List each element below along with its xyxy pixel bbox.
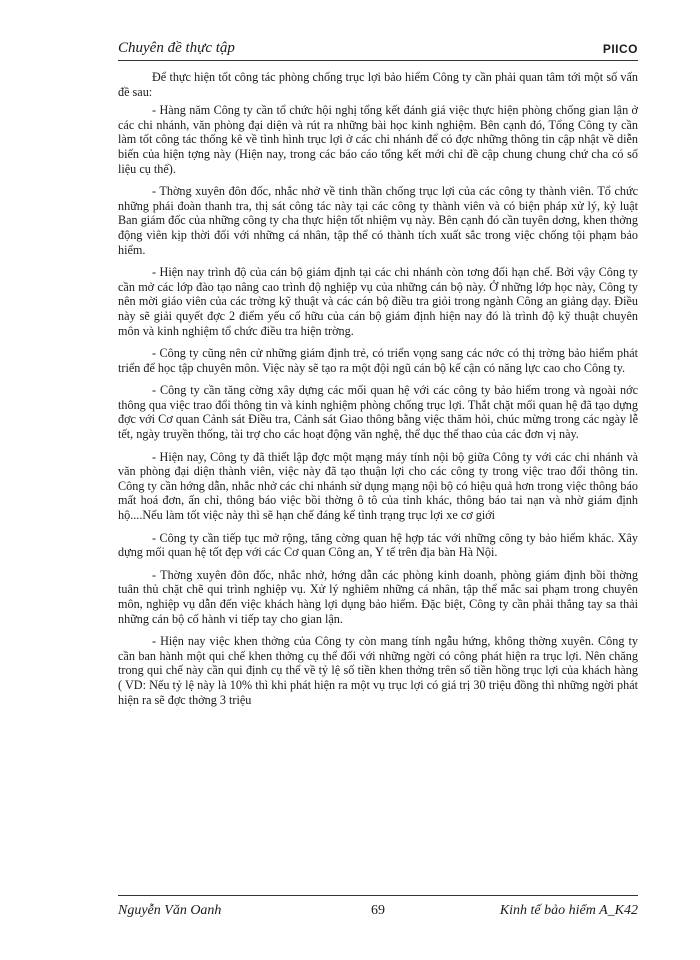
paragraph-inspection: - Thờng xuyên đôn đốc, nhắc nhở về tinh thần chống trục lợi của các công ty thành viên. Tổ chức những phái đoàn thanh tra, thị sát công tác này tại các công ty thành viên và có biện pháp xử lý, kỷ luật Ban giám đốc của những công ty cha thực hiện tốt nhiệm vụ này. Bên cạnh đó cần tuyên dơng, khen thởng động viên kịp thời đối với những cá nhân, tập thể có thành tích xuất sắc trong việc chống tội phạm bảo hiểm. xyxy=(118,184,638,257)
paragraph-cooperation: - Công ty cần tiếp tục mở rộng, tăng cờng quan hệ hợp tác với những công ty bảo hiểm khác. Xây dựng mối quan hệ tốt đẹp với các Cơ quan Công an, Y tế trên địa bàn Hà Nội. xyxy=(118,530,638,560)
paragraph-network: - Hiện nay, Công ty đã thiết lập đợc một mạng máy tính nội bộ giữa Công ty với các chi nhánh và văn phòng đại diện thành viên, việc này đã tạo thuận lợi cho các công ty trong việc trao đổi thông tin. Công ty cần hớng dẫn, nhắc nhở các chi nhánh sử dụng mạng nội bộ có hiệu quả hơn trong việc thông báo mất hoá đơn, ấn chỉ, thông báo việc bồi thờng ô tô của tỉnh khác, thông báo tai nạn và nhờ giám định hộ....Nếu làm tốt việc này thì sẽ hạn chế đáng kể tình trạng trục lợi xe cơ giới xyxy=(118,449,638,523)
footer-class: Kinh tế bảo hiểm A_K42 xyxy=(499,903,638,918)
header-logo: PIICO xyxy=(602,42,638,56)
page-number: 69 xyxy=(371,903,385,918)
paragraph-discipline: - Thờng xuyên đôn đốc, nhắc nhở, hớng dẫn các phòng kinh doanh, phòng giám định bồi thờng tuân thủ chặt chẽ qui trình nghiệp vụ. Xử lý nghiêm những cá nhân, tập thể mắc sai phạm trong chuyên môn, nghiệp vụ dẫn đến việc khách hàng lợi dụng bảo hiểm. Đặc biệt, Công ty cần phải thẳng tay sa thải những cán bộ cố hành vi tiếp tay cho gian lận. xyxy=(118,567,638,626)
page-body xyxy=(118,70,638,882)
paragraph-overseas-study: - Công ty cũng nên cử những giám định trẻ, có triển vọng sang các nớc có thị trờng bảo hiểm phát triển để học tập chuyên môn. Việc này sẽ tạo ra một đội ngũ cán bộ kế cận có năng lực cao cho Công ty. xyxy=(118,346,638,375)
page-footer xyxy=(118,895,638,918)
paragraph-training: - Hiện nay trình độ của cán bộ giám định tại các chi nhánh còn tơng đối hạn chế. Bởi vậy Công ty cần mở các lớp đào tạo nâng cao trình độ nghiệp vụ của những cán bộ này. Ở những lớp học này, Công ty nên mời giáo viên của các trờng kỹ thuật và các cán bộ điều tra giỏi trong ngành Công an giảng dạy. Điều này sẽ giải quyết đợc 2 điểm yếu cố hữu của cán bộ giám định hiện nay đó là trình độ kỹ thuật chuyên môn và kinh nghiệm tổ chức điều tra hiện trờng. xyxy=(118,265,638,338)
intro-paragraph: Để thực hiện tốt công tác phòng chống trục lợi bảo hiểm Công ty cần phải quan tâm tới một số vấn đề sau: xyxy=(118,70,638,99)
paragraph-rewards: - Hiện nay việc khen thởng của Công ty còn mang tính ngẫu hứng, không thờng xuyên. Công ty cần ban hành một qui chế khen thởng cụ thể đối với những ngời có công phát hiện ra trục lợi. Nên chăng trong qui chế này cần qui định cụ thể về tỷ lệ số tiền khen thởng trên số tiền hồng trục lợi của khách hàng ( VD: Nếu tỷ lệ này là 10% thì khi phát hiện ra một vụ trục lợi có giá trị 30 triệu đồng thì những ngời phát hiện ra sẽ đợc thởng 3 triệu xyxy=(118,634,638,707)
header-title: Chuyên đề thực tập xyxy=(118,40,235,56)
paragraph-relations: - Công ty cần tăng cờng xây dựng các mối quan hệ với các công ty bảo hiểm trong và ngoài nớc thông qua việc trao đổi thông tin và kinh nghiệm phòng chống trục lợi. Thắt chặt mối quan hệ đã tạo dựng đợc với Cơ quan Cảnh sát Điều tra, Cảnh sát Giao thông bằng việc thăm hỏi, chúc mừng trong các ngày lễ tết, ngày truyền thống, tài trợ cho các hoạt động văn nghệ, thể dục thể thao của các đơn vị này. xyxy=(118,383,638,442)
footer-author: Nguyễn Văn Oanh xyxy=(118,903,222,918)
page-header xyxy=(118,40,638,61)
paragraph-conference: - Hàng năm Công ty cần tổ chức hội nghị tổng kết đánh giá việc thực hiện phòng chống gian lận ở các chi nhánh, văn phòng đại diện và rút ra những bài học kinh nghiệm. Bên cạnh đó, Tổng Công ty cần làm tốt công tác thống kê về tình hình trục lợi ở các chi nhánh để có đợc những thông tin cập nhật về diễn biến của hiện tợng này (Hiện nay, trong các báo cáo tổng kết mới chỉ đề cập chung chung chứ cha có số liệu cụ thể). xyxy=(118,103,638,176)
